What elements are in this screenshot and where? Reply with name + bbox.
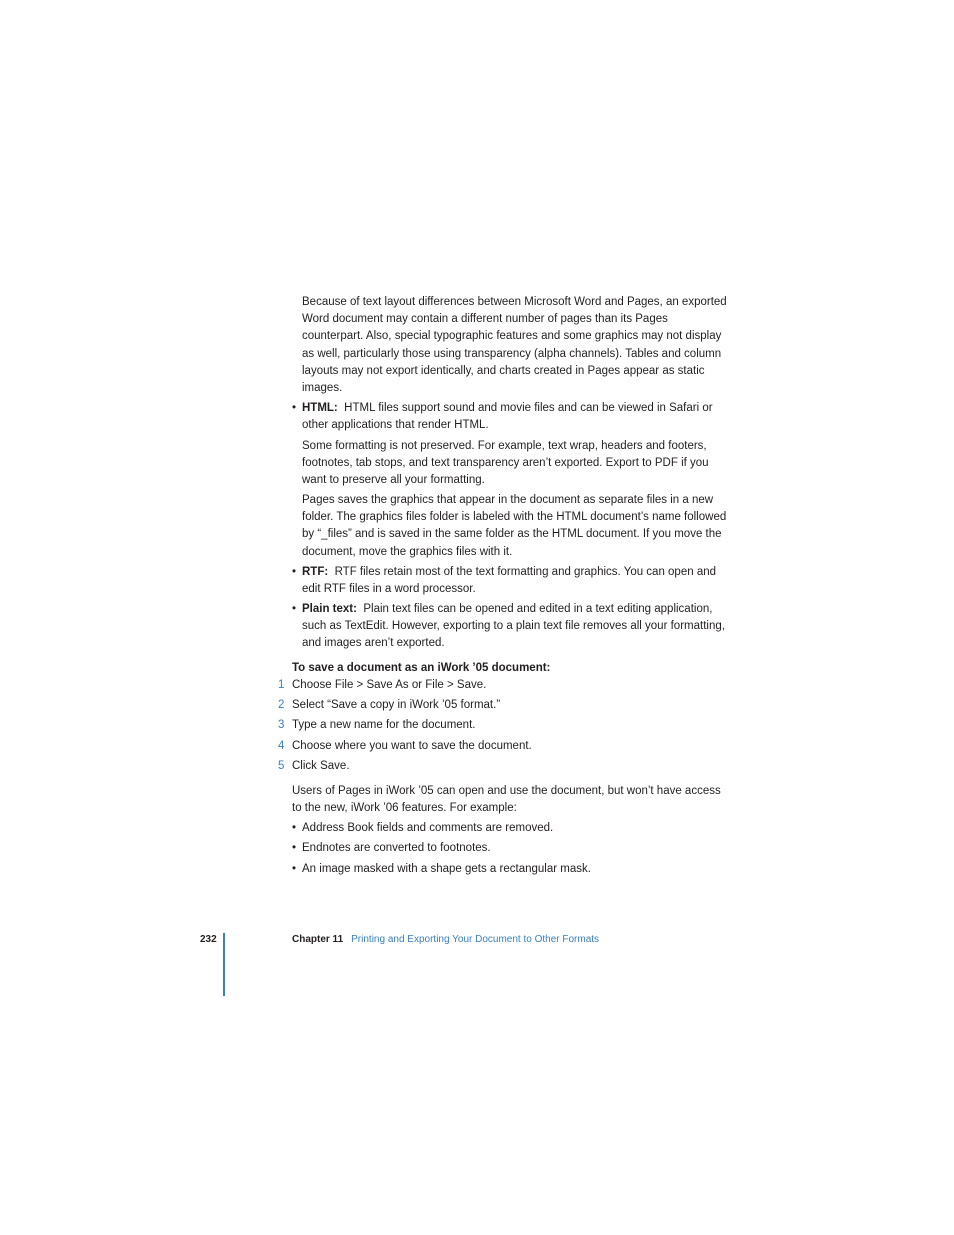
rtf-description: RTF files retain most of the text formatting and graphics. You can open and edit RTF files in a word processor. bbox=[302, 566, 717, 596]
list-item-plain-text bbox=[292, 601, 732, 653]
list-item-text: An image masked with a shape gets a rectangular mask. bbox=[302, 863, 591, 875]
bullet-icon: • bbox=[292, 842, 297, 854]
bullet-icon: • bbox=[292, 402, 297, 414]
step-number: 4 bbox=[278, 740, 285, 752]
plain-text-label: Plain text: bbox=[302, 603, 357, 615]
step-text: Choose File > Save As or File > Save. bbox=[292, 679, 487, 691]
step-number: 2 bbox=[278, 699, 285, 711]
rtf-label: RTF: bbox=[302, 566, 329, 578]
step-text: Select “Save a copy in iWork ’05 format.” bbox=[292, 699, 501, 711]
bullet-icon: • bbox=[292, 603, 297, 615]
list-item-text: Endnotes are converted to footnotes. bbox=[302, 842, 491, 854]
list-item-text bbox=[302, 564, 732, 598]
list-item bbox=[292, 861, 732, 878]
html-label: HTML: bbox=[302, 402, 338, 414]
chapter-label: Chapter 11 bbox=[292, 934, 344, 945]
bullet-icon: • bbox=[292, 863, 297, 875]
step-1 bbox=[278, 677, 738, 694]
bullet-icon: • bbox=[292, 566, 297, 578]
plain-text-description: Plain text files can be opened and edited in a text editing application, such as TextEdit. However, exporting to a plain text file removes all your formatting, and images aren’t exported. bbox=[302, 603, 725, 650]
procedure-heading: To save a document as an iWork ’05 document: bbox=[292, 662, 551, 674]
step-2 bbox=[278, 697, 738, 714]
intro-paragraph: Because of text layout differences between Microsoft Word and Pages, an exported Word document may contain a different number of pages than its Pages counterpart. Also, special typographic features and some graphics may not display as well, particularly those using transparency (alpha channels). Tables and column layouts may not export identically, and charts created in Pages appear as static images. bbox=[302, 296, 727, 395]
list-item-text: Address Book fields and comments are removed. bbox=[302, 822, 554, 834]
list-item-rtf bbox=[292, 564, 732, 598]
bullet-icon: • bbox=[292, 822, 297, 834]
page-number: 232 bbox=[200, 934, 217, 945]
step-number: 3 bbox=[278, 719, 285, 731]
step-3 bbox=[278, 717, 738, 734]
html-note-graphics: Pages saves the graphics that appear in the document as separate files in a new folder. The graphics files folder is labeled with the HTML document’s name followed by “_files” and is saved in the same folder as the HTML document. If you move the document, move the graphics files with it. bbox=[302, 494, 727, 558]
footer-chapter bbox=[292, 932, 599, 948]
list-item-html bbox=[292, 400, 732, 434]
list-item bbox=[292, 820, 732, 837]
step-text: Choose where you want to save the document. bbox=[292, 740, 532, 752]
html-note-formatting: Some formatting is not preserved. For example, text wrap, headers and footers, footnotes, tab stops, and text transparency aren’t exported. Export to PDF if you want to preserve all your formatting. bbox=[302, 440, 709, 487]
list-item bbox=[292, 840, 732, 857]
html-description: HTML files support sound and movie files and can be viewed in Safari or other applications that render HTML. bbox=[302, 402, 713, 432]
compat-paragraph: Users of Pages in iWork ’05 can open and use the document, but won’t have access to the new, iWork ’06 features. For example: bbox=[292, 785, 721, 815]
step-text: Click Save. bbox=[292, 760, 350, 772]
chapter-title: Printing and Exporting Your Document to Other Formats bbox=[351, 934, 600, 945]
list-item-text bbox=[302, 601, 732, 653]
step-4 bbox=[278, 738, 738, 755]
step-number: 1 bbox=[278, 679, 285, 691]
footer-divider bbox=[223, 933, 225, 996]
step-number: 5 bbox=[278, 760, 285, 772]
list-item-text bbox=[302, 400, 732, 434]
step-text: Type a new name for the document. bbox=[292, 719, 476, 731]
step-5 bbox=[278, 758, 738, 775]
